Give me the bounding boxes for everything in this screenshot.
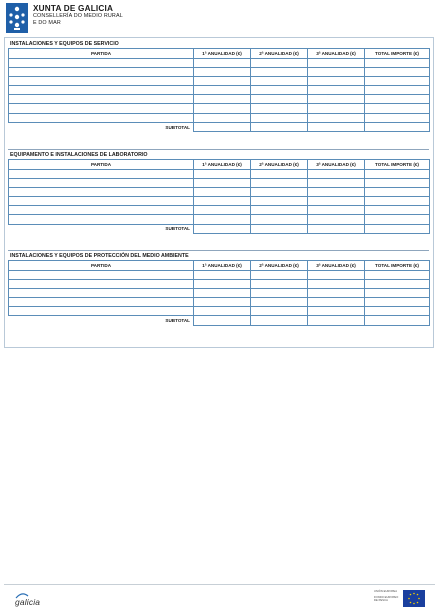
section-title: INSTALACIONES Y EQUIPOS DE PROTECCIÓN DEL MEDIO AMBIENTE <box>10 253 189 259</box>
table-cell[interactable] <box>308 58 365 67</box>
table-cell[interactable] <box>251 178 308 187</box>
table-row <box>9 76 430 85</box>
table-cell[interactable] <box>9 95 194 104</box>
table-cell[interactable] <box>365 95 430 104</box>
table-cell[interactable] <box>251 215 308 224</box>
subtotal-cell[interactable] <box>308 316 365 325</box>
budget-table <box>8 159 430 234</box>
table-cell[interactable] <box>251 206 308 215</box>
table-cell[interactable] <box>308 288 365 297</box>
budget-section <box>8 252 429 326</box>
subtotal-cell[interactable] <box>308 224 365 233</box>
table-header-row <box>9 261 430 271</box>
table-row <box>9 270 430 279</box>
column-header: 2ª ANUALIDAD (€) <box>251 160 308 170</box>
table-cell[interactable] <box>194 307 251 316</box>
table-row <box>9 169 430 178</box>
table-cell[interactable] <box>365 270 430 279</box>
table-cell[interactable] <box>365 279 430 288</box>
subtotal-label: SUBTOTAL <box>9 122 194 131</box>
table-row <box>9 104 430 113</box>
table-cell[interactable] <box>308 86 365 95</box>
fund-line2: FONDO EUROPEO <box>374 596 399 599</box>
budget-section <box>8 40 429 132</box>
table-cell[interactable] <box>9 288 194 297</box>
table-cell[interactable] <box>194 298 251 307</box>
table-cell[interactable] <box>251 197 308 206</box>
table-cell[interactable] <box>9 67 194 76</box>
table-cell[interactable] <box>308 95 365 104</box>
subtotal-cell[interactable] <box>251 122 308 131</box>
fund-line3: DE PESCA <box>374 599 388 602</box>
table-row <box>9 58 430 67</box>
table-cell[interactable] <box>194 95 251 104</box>
table-cell[interactable] <box>9 86 194 95</box>
table-row <box>9 113 430 122</box>
table-cell[interactable] <box>308 215 365 224</box>
table-row <box>9 197 430 206</box>
table-cell[interactable] <box>9 58 194 67</box>
table-cell[interactable] <box>194 270 251 279</box>
table-cell[interactable] <box>365 215 430 224</box>
table-row <box>9 215 430 224</box>
column-header: PARTIDA <box>9 160 194 170</box>
table-cell[interactable] <box>194 86 251 95</box>
table-cell[interactable] <box>308 206 365 215</box>
table-cell[interactable] <box>194 104 251 113</box>
table-cell[interactable] <box>365 58 430 67</box>
table-cell[interactable] <box>251 298 308 307</box>
subtotal-row <box>9 224 430 233</box>
table-cell[interactable] <box>365 206 430 215</box>
table-cell[interactable] <box>365 104 430 113</box>
table-cell[interactable] <box>308 270 365 279</box>
budget-section <box>8 151 429 234</box>
budget-table <box>8 48 430 132</box>
table-cell[interactable] <box>194 58 251 67</box>
table-cell[interactable] <box>194 187 251 196</box>
footer-divider <box>4 584 435 585</box>
table-cell[interactable] <box>365 298 430 307</box>
table-row <box>9 187 430 196</box>
table-cell[interactable] <box>251 95 308 104</box>
table-cell[interactable] <box>194 197 251 206</box>
table-cell[interactable] <box>9 270 194 279</box>
table-cell[interactable] <box>365 187 430 196</box>
table-cell[interactable] <box>194 178 251 187</box>
table-cell[interactable] <box>365 67 430 76</box>
subtotal-cell[interactable] <box>194 122 251 131</box>
table-cell[interactable] <box>308 187 365 196</box>
column-header: 1ª ANUALIDAD (€) <box>194 160 251 170</box>
table-row <box>9 206 430 215</box>
column-header: 2ª ANUALIDAD (€) <box>251 261 308 271</box>
table-cell[interactable] <box>194 113 251 122</box>
table-cell[interactable] <box>308 298 365 307</box>
table-cell[interactable] <box>308 76 365 85</box>
table-cell[interactable] <box>9 76 194 85</box>
subtotal-row <box>9 316 430 325</box>
table-cell[interactable] <box>9 169 194 178</box>
table-cell[interactable] <box>9 104 194 113</box>
org-department-line1: CONSELLERÍA DO MEDIO RURAL <box>33 13 123 19</box>
table-cell[interactable] <box>308 307 365 316</box>
table-cell[interactable] <box>365 169 430 178</box>
table-cell[interactable] <box>251 288 308 297</box>
table-cell[interactable] <box>9 298 194 307</box>
table-cell[interactable] <box>251 113 308 122</box>
galicia-logo-text: galicia <box>15 597 41 607</box>
table-cell[interactable] <box>308 104 365 113</box>
table-cell[interactable] <box>251 279 308 288</box>
table-cell[interactable] <box>251 270 308 279</box>
table-cell[interactable] <box>365 86 430 95</box>
table-cell[interactable] <box>251 187 308 196</box>
table-cell[interactable] <box>9 307 194 316</box>
table-row <box>9 298 430 307</box>
org-title: XUNTA DE GALICIA <box>33 4 114 13</box>
eu-flag-icon <box>403 590 425 607</box>
table-row <box>9 95 430 104</box>
section-separator <box>8 149 429 150</box>
table-row <box>9 307 430 316</box>
table-cell[interactable] <box>365 113 430 122</box>
table-cell[interactable] <box>308 113 365 122</box>
table-row <box>9 178 430 187</box>
table-cell[interactable] <box>365 178 430 187</box>
table-cell[interactable] <box>9 113 194 122</box>
table-cell[interactable] <box>194 169 251 178</box>
table-cell[interactable] <box>308 67 365 76</box>
table-cell[interactable] <box>9 178 194 187</box>
table-cell[interactable] <box>308 169 365 178</box>
column-header: TOTAL IMPORTE (€) <box>365 160 430 170</box>
table-cell[interactable] <box>194 206 251 215</box>
table-header-row <box>9 160 430 170</box>
subtotal-cell[interactable] <box>365 224 430 233</box>
table-cell[interactable] <box>365 76 430 85</box>
section-title: INSTALACIONES Y EQUIPOS DE SERVICIO <box>10 41 119 47</box>
table-cell[interactable] <box>365 288 430 297</box>
table-cell[interactable] <box>194 215 251 224</box>
column-header: 1ª ANUALIDAD (€) <box>194 49 251 59</box>
subtotal-label: SUBTOTAL <box>9 224 194 233</box>
subtotal-cell[interactable] <box>194 224 251 233</box>
table-cell[interactable] <box>9 197 194 206</box>
table-cell[interactable] <box>9 206 194 215</box>
table-cell[interactable] <box>9 187 194 196</box>
table-cell[interactable] <box>251 169 308 178</box>
column-header: PARTIDA <box>9 49 194 59</box>
column-header: PARTIDA <box>9 261 194 271</box>
table-cell[interactable] <box>251 67 308 76</box>
column-header: TOTAL IMPORTE (€) <box>365 49 430 59</box>
table-cell[interactable] <box>194 279 251 288</box>
column-header: 1ª ANUALIDAD (€) <box>194 261 251 271</box>
column-header: 2ª ANUALIDAD (€) <box>251 49 308 59</box>
table-cell[interactable] <box>251 307 308 316</box>
subtotal-cell[interactable] <box>251 316 308 325</box>
org-department-line2: E DO MAR <box>33 19 61 26</box>
subtotal-cell[interactable] <box>194 316 251 325</box>
subtotal-cell[interactable] <box>251 224 308 233</box>
column-header: 3ª ANUALIDAD (€) <box>308 49 365 59</box>
table-cell[interactable] <box>308 279 365 288</box>
table-cell[interactable] <box>308 197 365 206</box>
table-cell[interactable] <box>251 76 308 85</box>
table-cell[interactable] <box>194 288 251 297</box>
subtotal-cell[interactable] <box>365 122 430 131</box>
table-row <box>9 86 430 95</box>
table-row <box>9 288 430 297</box>
subtotal-cell[interactable] <box>308 122 365 131</box>
subtotal-cell[interactable] <box>365 316 430 325</box>
organization-name <box>33 4 123 26</box>
table-row <box>9 279 430 288</box>
budget-table <box>8 260 430 326</box>
xunta-crest-icon <box>6 3 28 33</box>
table-row <box>9 67 430 76</box>
table-cell[interactable] <box>251 104 308 113</box>
table-cell[interactable] <box>251 58 308 67</box>
table-cell[interactable] <box>9 215 194 224</box>
table-cell[interactable] <box>194 67 251 76</box>
header <box>6 3 206 37</box>
subtotal-label: SUBTOTAL <box>9 316 194 325</box>
table-header-row <box>9 49 430 59</box>
table-cell[interactable] <box>194 76 251 85</box>
table-cell[interactable] <box>9 279 194 288</box>
table-cell[interactable] <box>365 197 430 206</box>
subtotal-row <box>9 122 430 131</box>
table-cell[interactable] <box>308 178 365 187</box>
fund-line1: UNIÓN EUROPEA <box>374 590 398 593</box>
column-header: TOTAL IMPORTE (€) <box>365 261 430 271</box>
section-separator <box>8 250 429 251</box>
table-cell[interactable] <box>251 86 308 95</box>
section-title: EQUIPAMENTO E INSTALACIONES DE LABORATORIO <box>10 152 148 158</box>
column-header: 3ª ANUALIDAD (€) <box>308 261 365 271</box>
table-cell[interactable] <box>365 307 430 316</box>
column-header: 3ª ANUALIDAD (€) <box>308 160 365 170</box>
